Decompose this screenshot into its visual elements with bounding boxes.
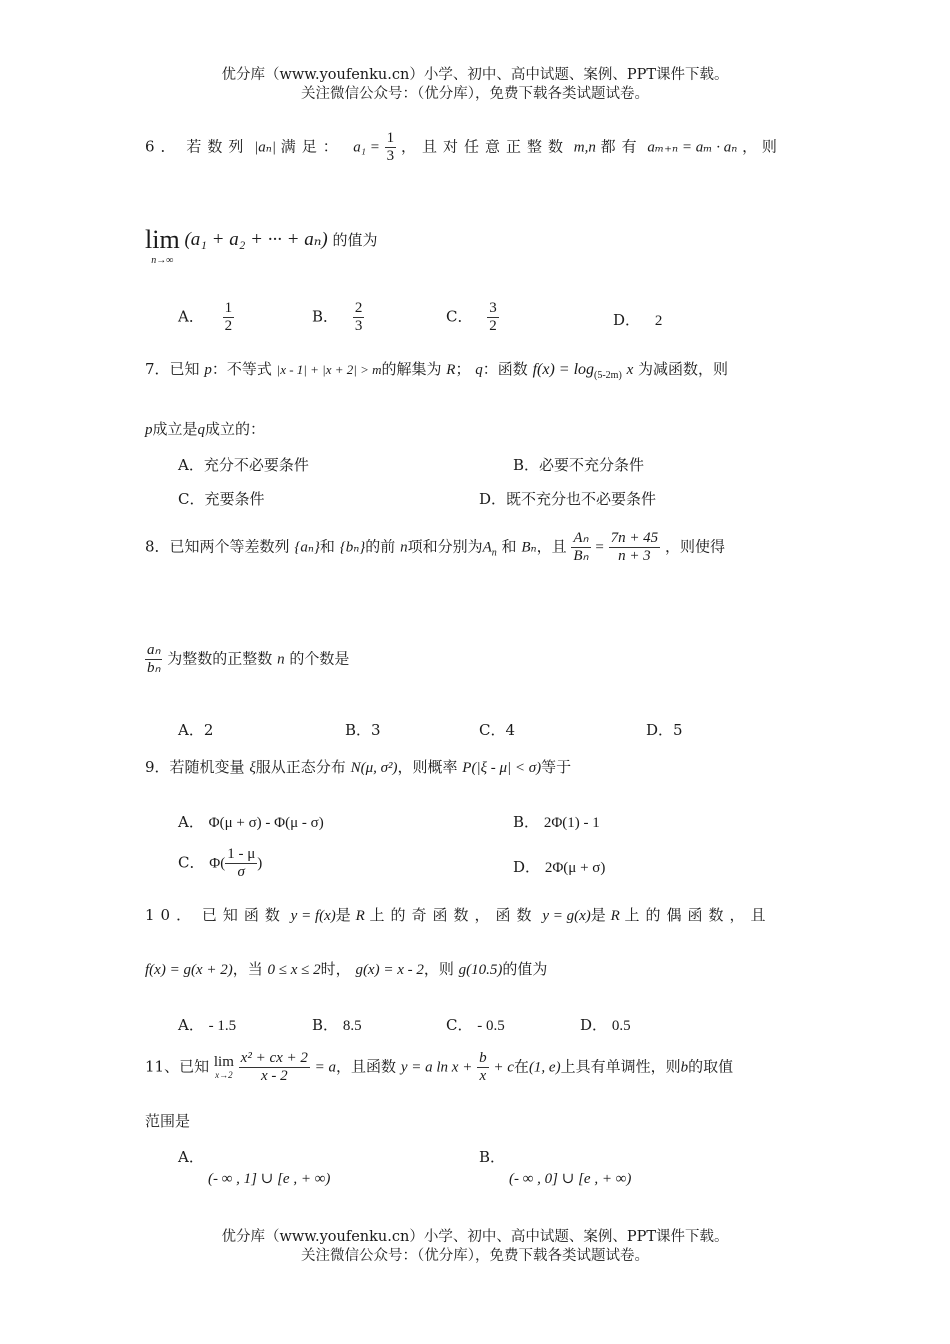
q6-choice-d-label: D． [613,311,641,329]
q10-gx: y = g(x) [542,908,591,924]
q7-function: f(x) = log [532,361,595,378]
q7-choice-c[interactable] [178,488,265,509]
q9-a-text: Φ(μ + σ) - Φ(μ - σ) [208,815,324,831]
q11-func-post: + c [493,1059,514,1076]
q11-text-2: 在 [513,1057,529,1076]
q7-l2-text-1: 成立是 [152,420,198,438]
q9-b-label: B． [513,813,540,831]
q11-text-3: 上具有单调性，则 [560,1057,681,1076]
q11-limit-fraction [239,1050,310,1085]
q7-d-text: 既不充分也不必要条件 [506,490,657,508]
q6-a-num: 1 [224,300,233,316]
q7-choice-a[interactable] [178,454,309,475]
q8-l2-text-1: 为整数的正整数 [167,649,273,668]
question-10-line-1 [145,904,772,925]
q10-text-5: 上的偶函数，且 [624,906,772,924]
q7-text-5: 为减函数，则 [638,360,729,378]
q9-c-post: ) [257,855,263,872]
q10-c-label: C． [446,1016,473,1034]
q6-a1: a₁ = [353,139,380,156]
page-footer [0,1228,950,1266]
question-11-line-2 [145,1110,190,1131]
question-6-line-2 [145,225,378,266]
question-7-line-2 [145,418,265,439]
q9-text-2: ，则概率 [397,758,458,776]
q8-A-sub: n [491,547,497,559]
q10-l2-text-3: ，则 [423,960,454,978]
q10-b-label: B． [312,1016,339,1034]
q9-d-label: D． [513,858,541,876]
q6-mn: m,n [573,139,596,156]
q11-interval: (1, e) [528,1059,561,1076]
page-header [0,66,950,104]
q7-x: x [626,362,634,378]
q6-choice-b-fraction [353,300,365,335]
q10-text-3: 上的奇函数，函数 [369,906,538,924]
q11-a-label: A． [178,1148,204,1166]
q11-choice-a[interactable] [178,1146,330,1188]
q10-text-4: 是 [590,906,606,924]
q8-b-text: 3 [371,721,381,739]
q11-text-4: 的取值 [688,1057,734,1076]
q6-b-den: 3 [354,318,363,334]
q8-an: {aₙ} [294,539,320,556]
q8-a-label: A． [178,721,204,739]
q10-choice-c[interactable] [446,1014,505,1035]
q6-c-den: 2 [489,318,497,334]
q10-choice-b[interactable] [312,1014,362,1035]
q6-text-4: 都有 [600,137,643,156]
q8-text-2: 的前 [365,537,396,556]
q7-text-1: ：不等式 [211,360,272,378]
q7-l2-text-2: 成立的： [205,420,266,438]
q11-b-label: B． [479,1148,506,1166]
q6-b-num: 2 [354,300,363,316]
q11-l2-text: 范围是 [145,1112,191,1130]
q8-choice-d[interactable] [646,719,683,740]
q10-a-label: A． [178,1016,204,1034]
q11-choice-b[interactable] [479,1146,631,1188]
q7-text-2: 的解集为 [381,360,442,378]
q7-choice-b[interactable] [513,454,644,475]
q11-eq: = a [314,1059,337,1076]
q9-c-num: 1 - μ [227,846,256,862]
q6-text-5: ， 则 [742,137,777,156]
q8-text-3: 项和分别为 [407,537,483,556]
q11-b-over-x [477,1050,489,1085]
q6-sum: (a₁ + a₂ + ··· + aₙ) [184,229,328,250]
question-7-line-1 [145,358,728,381]
q8-text-4: 和 [501,537,517,556]
question-6-line-1 [145,130,777,165]
q11-frac-num: x² + cx + 2 [240,1050,308,1066]
q8-c-label: C． [479,721,506,739]
q11-frac-den: x - 2 [260,1068,288,1084]
q11-number: 11、已知 [145,1057,210,1076]
q6-text-1: 若数列 [186,137,250,156]
q6-lim: lim [145,225,180,254]
q6-text-3: ，且对任意正整数 [400,137,569,156]
q7-b-text: 必要不充分条件 [539,456,645,474]
q6-number: 6． [145,137,182,156]
q8-bn: {bₙ} [339,539,366,556]
q10-l2-text-4: 的值为 [502,960,548,978]
header-line-2: 关注微信公众号：（优分库），免费下载各类试题试卷。 [301,86,649,102]
q10-fx: y = f(x) [290,908,336,924]
q8-A: A [482,539,492,556]
q8-text-1: 和 [319,537,335,556]
footer-line-1: 优分库（www.youfenku.cn）小学、初中、高中试题、案例、PPT课件下载。 [221,1229,729,1245]
q8-an-bn-fraction [145,642,162,677]
q9-c-den: σ [237,864,245,880]
q8-text-6: ，则使得 [664,537,725,556]
q6-choice-d-value: 2 [654,313,663,329]
q10-text-1: 已知函数 [201,906,286,924]
q6-lim-sub: n→∞ [151,255,174,266]
q9-text-3: 等于 [541,758,572,776]
q7-a-label: A． [178,456,204,474]
q10-text-2: 是 [335,906,351,924]
q7-l2-p: p [145,422,153,438]
q7-number: 7．已知 [145,360,200,378]
q7-d-label: D． [479,490,507,508]
q10-l2-condition: 0 ≤ x ≤ 2 [267,962,321,978]
q8-ratio-left [571,530,590,565]
q6-text-6: 的值为 [332,231,378,249]
q8-ratio-right-num: 7n + 45 [610,530,659,546]
q8-n: n [400,539,408,556]
question-8-line-2 [145,642,349,677]
q7-log-base: (5-2m) [594,370,622,381]
q7-inequality: |x - 1| + |x + 2| > m [276,362,382,377]
q9-b-text: 2Φ(1) - 1 [543,815,600,831]
q6-choice-a-label: A． [178,307,204,326]
q11-b: b [680,1059,689,1076]
q6-choice-c-label: C． [446,307,473,326]
q11-func-pre: y = a ln x + [400,1059,473,1076]
q9-c-fraction [225,846,257,881]
q9-text-1: 服从正态分布 [255,758,346,776]
q10-b-text: 8.5 [342,1018,362,1034]
q10-number: 10． [145,906,198,924]
q7-c-text: 充要条件 [204,490,265,508]
q9-probability: P(|ξ - μ| < σ) [462,760,542,776]
q6-seq: |aₙ| [254,139,276,156]
q8-l2-num: aₙ [147,642,161,658]
q6-a1-den: 3 [386,148,395,164]
q8-ratio-left-den: Bₙ [573,548,589,564]
q10-l2-g: g(x) = x - 2 [355,962,424,978]
q8-number: 8．已知两个等差数列 [145,537,290,556]
q8-a-text: 2 [203,721,214,739]
footer-line-2: 关注微信公众号：（优分库），免费下载各类试题试卷。 [301,1248,649,1264]
q6-a1-num: 1 [386,130,395,146]
q9-choice-d[interactable] [513,856,605,877]
question-9-line-1 [145,756,571,777]
q6-choice-a-fraction [223,300,235,335]
q8-ratio-right-den: n + 3 [618,548,651,564]
q8-equals: = [595,539,604,556]
q6-text-2: 满足： [280,137,344,156]
q6-c-num: 3 [489,300,497,316]
q7-l2-q: q [197,422,206,438]
q8-choice-c[interactable] [479,719,515,740]
q6-a-den: 2 [224,318,233,334]
q11-text-1: ，且函数 [336,1057,397,1076]
q7-a-text: 充分不必要条件 [203,456,309,474]
q7-choice-d[interactable] [479,488,656,509]
q9-choice-a[interactable] [178,811,324,832]
q7-q: q [475,362,483,378]
q8-choice-a[interactable] [178,719,213,740]
question-10-line-2 [145,958,547,979]
q8-B: Bₙ [521,539,537,556]
q7-text-3: ； [455,360,471,378]
q9-a-label: A． [178,813,204,831]
q10-choice-d[interactable] [580,1014,631,1035]
q11-lim-sub: x→2 [215,1070,233,1080]
q6-choice-d[interactable] [613,309,662,330]
q10-R1: R [355,908,365,924]
q9-xi: ξ [249,760,256,776]
q7-p: p [204,362,212,378]
q10-a-text: - 1.5 [208,1018,237,1034]
q8-c-text: 4 [505,721,516,739]
q9-d-text: 2Φ(μ + σ) [544,860,606,876]
q8-d-text: 5 [673,721,683,739]
q10-l2-eq: f(x) = g(x + 2) [145,962,233,978]
q8-ratio-left-num: Aₙ [573,530,589,546]
q8-l2-den: bₙ [147,660,161,676]
q9-choice-b[interactable] [513,811,600,832]
q11-b-num: b [479,1050,487,1066]
q8-text-5: ，且 [536,537,567,556]
q9-c-pre: Φ( [209,855,226,872]
q10-R2: R [610,908,620,924]
q9-distribution: N(μ, σ²) [350,760,398,776]
q11-a-text: (- ∞ , 1] ∪ [e , + ∞) [208,1171,331,1187]
q6-choice-c-fraction [487,300,499,335]
q6-choice-a[interactable] [178,300,234,335]
q6-relation: aₘ₊ₙ = aₘ · aₙ [647,139,738,156]
q11-lim: lim [213,1054,234,1070]
q11-b-den: x [479,1068,487,1084]
q9-number: 9．若随机变量 [145,758,245,776]
q10-l2-text-2: 时， [320,960,351,978]
q8-d-label: D． [646,721,674,739]
q10-l2-g105: g(10.5) [458,962,503,978]
q8-ratio-right [609,530,661,565]
q6-choice-b-label: B． [312,307,339,326]
q7-R: R [446,362,456,378]
q8-l2-n: n [277,651,285,668]
q6-choice-c[interactable] [446,300,499,335]
q6-a1-fraction [385,130,397,165]
q8-l2-text-2: 的个数是 [289,649,350,668]
q11-b-text: (- ∞ , 0] ∪ [e , + ∞) [509,1171,632,1187]
question-8-line-1 [145,530,725,565]
q8-b-label: B． [345,721,372,739]
q9-c-label: C． [178,853,205,872]
q10-c-text: - 0.5 [477,1018,505,1034]
q10-choice-a[interactable] [178,1014,236,1035]
question-11-line-1 [145,1050,733,1085]
q10-d-text: 0.5 [611,1018,631,1034]
q10-l2-text-1: ，当 [232,960,263,978]
q7-text-4: ：函数 [482,360,528,378]
header-line-1: 优分库（www.youfenku.cn）小学、初中、高中试题、案例、PPT课件下载。 [221,67,729,83]
q7-b-label: B． [513,456,540,474]
q7-c-label: C． [178,490,205,508]
q9-choice-c[interactable] [178,846,262,881]
q6-choice-b[interactable] [312,300,364,335]
q10-d-label: D． [580,1016,608,1034]
q8-choice-b[interactable] [345,719,381,740]
